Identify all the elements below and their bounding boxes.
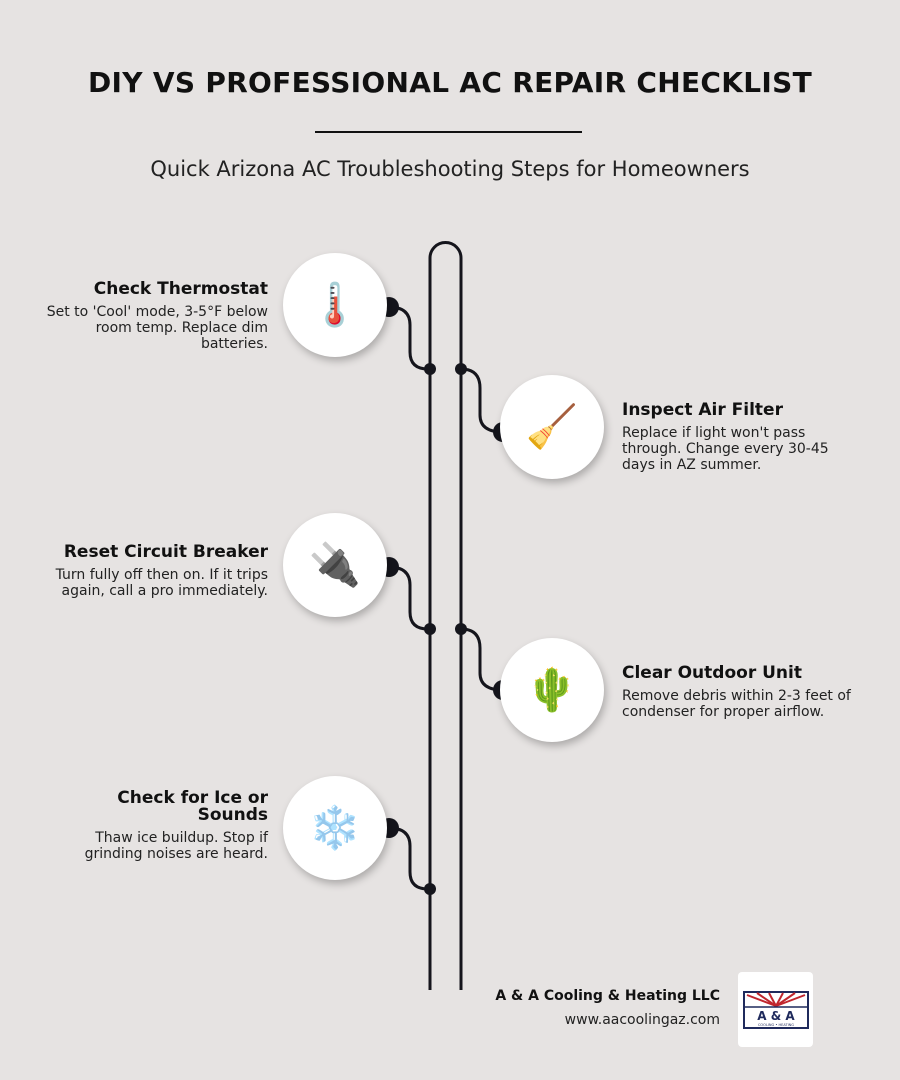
step-check-ice-sounds	[38, 790, 268, 862]
step-title: Check Thermostat	[93, 279, 268, 299]
connector-5	[389, 828, 428, 889]
step-text: Thaw ice buildup. Stop if grinding noises are heard.	[84, 830, 268, 862]
step-title: Inspect Air Filter	[622, 400, 783, 420]
cactus-icon: 🌵	[500, 638, 604, 742]
connector-1	[389, 307, 428, 369]
company-url[interactable]: www.aacoolingaz.com	[564, 1012, 720, 1028]
step-check-thermostat	[38, 281, 268, 352]
node-dot	[424, 623, 436, 635]
logo-graphic	[743, 991, 809, 1029]
plug-icon: 🔌	[283, 513, 387, 617]
node-dot	[424, 363, 436, 375]
connector-4	[461, 629, 503, 690]
snowflake-icon: ❄️	[283, 776, 387, 880]
thermometer-icon: 🌡️	[283, 253, 387, 357]
step-reset-circuit-breaker	[38, 544, 268, 599]
company-name: A & A Cooling & Heating LLC	[495, 988, 720, 1004]
step-title: Check for Ice or Sounds	[117, 788, 268, 825]
step-text: Remove debris within 2-3 feet of condenser for proper airflow.	[622, 688, 851, 720]
step-clear-outdoor-unit	[622, 665, 852, 720]
svg-text:A & A: A & A	[756, 1008, 795, 1023]
connector-3	[389, 567, 428, 629]
step-text: Turn fully off then on. If it trips again, call a pro immediately.	[55, 567, 268, 599]
company-info	[495, 988, 720, 1028]
svg-text:COOLING • HEATING: COOLING • HEATING	[757, 1022, 794, 1027]
step-text: Replace if light won't pass through. Change every 30-45 days in AZ summer.	[622, 425, 829, 473]
step-text: Set to 'Cool' mode, 3-5°F below room temp. Replace dim batteries.	[46, 304, 268, 352]
broom-icon: 🧹	[500, 375, 604, 479]
step-title: Clear Outdoor Unit	[622, 663, 802, 683]
step-title: Reset Circuit Breaker	[63, 542, 268, 562]
node-dot	[424, 883, 436, 895]
page-subtitle: Quick Arizona AC Troubleshooting Steps for Homeowners	[150, 157, 750, 181]
company-logo	[738, 972, 813, 1047]
node-dot	[455, 363, 467, 375]
connector-2	[461, 369, 503, 432]
page-title: DIY VS PROFESSIONAL AC REPAIR CHECKLIST	[88, 66, 812, 99]
step-inspect-air-filter	[622, 402, 852, 473]
timeline-track	[430, 242, 461, 990]
node-dot	[455, 623, 467, 635]
